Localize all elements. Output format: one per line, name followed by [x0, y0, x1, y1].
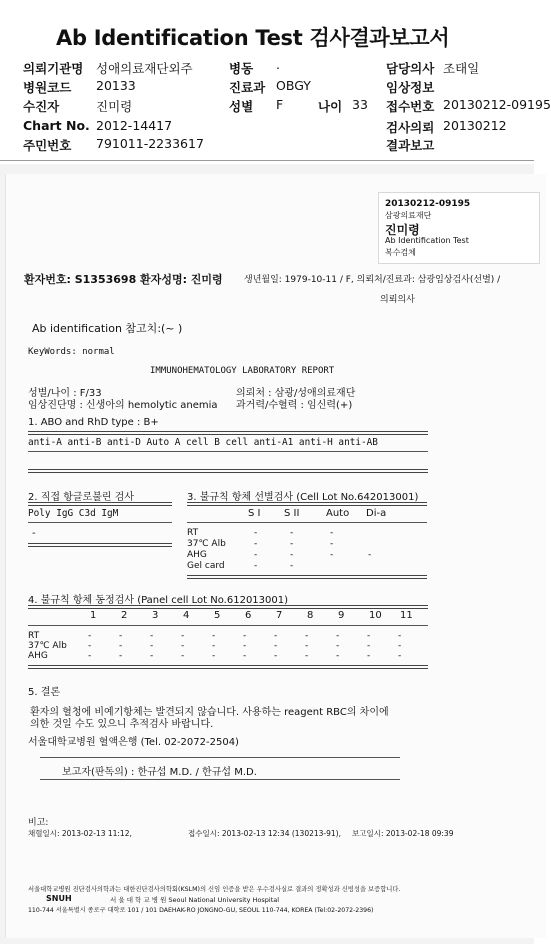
- request-date-label: 검사의뢰: [386, 120, 435, 135]
- age-value: 33: [352, 97, 368, 112]
- panel-row-label: 37℃ Alb: [28, 641, 67, 651]
- panel-cell: -: [150, 631, 154, 641]
- section1-rule-mid: [28, 451, 428, 452]
- remark-label: 비고:: [28, 818, 49, 828]
- id-no-value: 791011-2233617: [96, 136, 204, 151]
- section3-cell: -: [254, 539, 258, 549]
- panel-row-label: AHG: [28, 651, 48, 661]
- panel-col-header: 3: [152, 610, 159, 621]
- panel-col-header: 2: [121, 610, 128, 621]
- sticker-receipt-no: 20130212-09195: [385, 199, 471, 209]
- section1-rule-bottom: [28, 469, 428, 473]
- panel-cell: -: [398, 641, 402, 651]
- birth-line: 생년월일: 1979-10-11 / F, 의뢰처/진료과: 삼광임상검사(선별) /: [244, 275, 501, 285]
- section4-rule-bottom: [28, 665, 428, 669]
- diagnosis-line: 임상진단명 : 신생아의 hemolytic anemia: [28, 400, 218, 411]
- panel-cell: -: [119, 641, 123, 651]
- panel-cell: -: [212, 651, 216, 661]
- ward-label: 병동: [229, 61, 254, 76]
- section3-cell: -: [368, 550, 372, 560]
- institution-value: 성애의료재단외주: [96, 61, 193, 76]
- section3-header-si: S I: [248, 508, 261, 519]
- panel-cell: -: [88, 641, 92, 651]
- collect-time: 채혈일시: 2013-02-13 11:12,: [28, 829, 132, 838]
- panel-col-header: 9: [338, 610, 345, 621]
- section5-title: 5. 결론: [28, 687, 61, 698]
- footer-certification: 서울대학교병원 진단검사의학과는 대한진단검사의학회(KSLM)의 신임 인증을 받은 우수검사실로 결과의 정확성과 신빙성을 보증합니다.: [28, 886, 401, 893]
- section3-cell: -: [254, 550, 258, 560]
- doctor-value: 조태일: [443, 61, 480, 76]
- section1-rule-top: [28, 431, 428, 435]
- section3-rule-mid: [187, 522, 427, 523]
- panel-cell: -: [181, 651, 185, 661]
- panel-cell: -: [367, 641, 371, 651]
- panel-cell: -: [88, 631, 92, 641]
- panel-cell: -: [150, 651, 154, 661]
- section3-row-label: RT: [187, 528, 199, 538]
- keywords: KeyWords: normal: [28, 347, 115, 357]
- sticker-note: 복수검체: [385, 248, 416, 257]
- lab-report-title: IMMUNOHEMATOLOGY LABORATORY REPORT: [150, 366, 335, 376]
- requester-doctor-label: 의뢰의사: [380, 295, 415, 305]
- sticker-test: Ab Identification Test: [385, 236, 469, 245]
- panel-cell: -: [150, 641, 154, 651]
- footer-address: 110-744 서울특별시 종로구 대학로 101 / 101 DAEHAK-RO JONGNO-GU, SEOUL 110-744, KOREA (Tel:02-2072-2396): [28, 907, 374, 914]
- section4-rule-top: [28, 605, 428, 609]
- dept-label: 진료과: [229, 80, 266, 95]
- request-date-value: 20130212: [443, 118, 507, 133]
- panel-cell: -: [119, 651, 123, 661]
- receiver-label: 수진자: [23, 99, 60, 114]
- section4-rule-mid: [28, 625, 428, 626]
- hospital-code-value: 20133: [96, 78, 136, 93]
- section3-cell: -: [290, 550, 294, 560]
- section3-cell: -: [290, 539, 294, 549]
- sex-age-line: 성별/나이 : F/33: [28, 388, 102, 399]
- panel-cell: -: [274, 641, 278, 651]
- panel-col-header: 5: [214, 610, 221, 621]
- panel-cell: -: [305, 641, 309, 651]
- section3-cell: -: [254, 561, 258, 571]
- panel-cell: -: [398, 651, 402, 661]
- sample-label-sticker: [378, 192, 540, 264]
- panel-cell: -: [367, 631, 371, 641]
- panel-cell: -: [398, 631, 402, 641]
- ab-identification-title: Ab identification 참고치:(~ ): [32, 322, 183, 335]
- report-time: 보고일시: 2013-02-18 09:39: [352, 829, 454, 838]
- section1-title: 1. ABO and RhD type : B+: [28, 417, 159, 428]
- section3-cell: -: [330, 528, 334, 538]
- panel-col-header: 7: [276, 610, 283, 621]
- panel-col-header: 1: [90, 610, 97, 621]
- section3-header-dia: Di-a: [366, 508, 387, 519]
- section3-cell: -: [290, 528, 294, 538]
- section2-rule-bottom: [28, 543, 172, 547]
- panel-cell: -: [88, 651, 92, 661]
- clinical-info-label: 임상정보: [386, 80, 435, 95]
- conclusion-line-2: 의한 것일 수도 있으니 추적검사 바랍니다.: [30, 719, 214, 730]
- panel-cell: -: [336, 641, 340, 651]
- panel-cell: -: [243, 651, 247, 661]
- chart-no-value: 2012-14417: [96, 118, 173, 133]
- panel-cell: -: [181, 641, 185, 651]
- scanned-report-paper: [6, 174, 546, 938]
- section3-row-label: Gel card: [187, 561, 225, 571]
- panel-cell: -: [274, 651, 278, 661]
- section3-rule-top: [187, 502, 427, 506]
- requester-line: 의뢰처 : 삼광/성애의료재단: [236, 388, 356, 399]
- panel-cell: -: [243, 631, 247, 641]
- panel-col-header: 11: [400, 610, 413, 621]
- footer-hospital-name: 서 울 대 학 교 병 원 Seoul National University Hospital: [110, 896, 280, 904]
- section3-title: 3. 불규칙 항체 선별검사 (Cell Lot No.642013001): [187, 492, 419, 503]
- receipt-no-label: 접수번호: [386, 99, 435, 114]
- ward-value: .: [276, 57, 280, 72]
- panel-cell: -: [367, 651, 371, 661]
- sticker-org: 삼광의료재단: [385, 211, 432, 220]
- section3-cell: -: [330, 550, 334, 560]
- receipt-time: 접수일시: 2013-02-13 12:34 (130213-91),: [188, 829, 341, 838]
- transfusion-line: 과거력/수혈력 : 임신력(+): [236, 400, 353, 411]
- section2-rule-mid: [28, 522, 172, 523]
- section3-rule-bottom: [187, 575, 427, 579]
- reporter-line: 보고자(판독의) : 한규섭 M.D. / 한규섭 M.D.: [62, 767, 257, 778]
- section3-row-label: AHG: [187, 550, 207, 560]
- section3-cell: -: [254, 528, 258, 538]
- panel-cell: -: [181, 631, 185, 641]
- section1-headers: anti-A anti-B anti-D Auto A cell B cell anti-A1 anti-H anti-AB: [28, 437, 378, 448]
- panel-cell: -: [305, 631, 309, 641]
- section2-title: 2. 직접 항글로불린 검사: [28, 492, 135, 503]
- panel-cell: -: [274, 631, 278, 641]
- panel-col-header: 10: [369, 610, 382, 621]
- sex-value: F: [276, 97, 284, 112]
- panel-col-header: 6: [245, 610, 252, 621]
- section4-title: 4. 불규칙 항체 동정검사 (Panel cell Lot No.612013001): [28, 595, 289, 606]
- chart-no-label: Chart No.: [23, 118, 90, 133]
- panel-col-header: 8: [307, 610, 314, 621]
- receiver-value: 진미령: [96, 99, 133, 114]
- hospital-code-label: 병원코드: [23, 80, 72, 95]
- panel-col-header: 4: [183, 610, 190, 621]
- section3-header-auto: Auto: [326, 508, 350, 519]
- doctor-label: 담당의사: [386, 61, 435, 76]
- panel-cell: -: [305, 651, 309, 661]
- page-title: Ab Identification Test 검사결과보고서: [56, 26, 450, 50]
- reporter-rule-bottom: [40, 779, 400, 780]
- section3-header-sii: S II: [284, 508, 300, 519]
- section3-row-label: 37℃ Alb: [187, 539, 226, 549]
- panel-cell: -: [336, 631, 340, 641]
- section3-cell: -: [330, 539, 334, 549]
- conclusion-line-1: 환자의 혈청에 비예기항체는 발견되지 않습니다. 사용하는 reagent RBC의 차이에: [30, 707, 389, 718]
- section2-value: -: [32, 528, 36, 539]
- section3-cell: -: [290, 561, 294, 571]
- panel-cell: -: [119, 631, 123, 641]
- snuh-logo: SNUH: [46, 894, 72, 903]
- panel-cell: -: [212, 641, 216, 651]
- section2-headers: Poly IgG C3d IgM: [28, 508, 119, 519]
- patient-line: 환자번호: S1353698 환자성명: 진미령: [24, 273, 223, 286]
- panel-cell: -: [243, 641, 247, 651]
- reporter-rule-top: [40, 757, 400, 758]
- panel-cell: -: [336, 651, 340, 661]
- sex-label: 성별: [229, 99, 254, 114]
- section2-rule-top: [28, 502, 172, 506]
- receipt-no-value: 20130212-09195: [443, 97, 551, 112]
- id-no-label: 주민번호: [23, 138, 72, 153]
- result-report-label: 결과보고: [386, 138, 435, 153]
- panel-cell: -: [212, 631, 216, 641]
- institution-label: 의뢰기관명: [23, 61, 84, 76]
- sticker-patient: 진미령: [385, 223, 420, 237]
- dept-value: OBGY: [276, 78, 311, 93]
- age-label: 나이: [318, 99, 343, 114]
- panel-row-label: RT: [28, 631, 40, 641]
- blood-bank-line: 서울대학교병원 혈액은행 (Tel. 02-2072-2504): [28, 737, 239, 748]
- header-divider: [0, 160, 534, 161]
